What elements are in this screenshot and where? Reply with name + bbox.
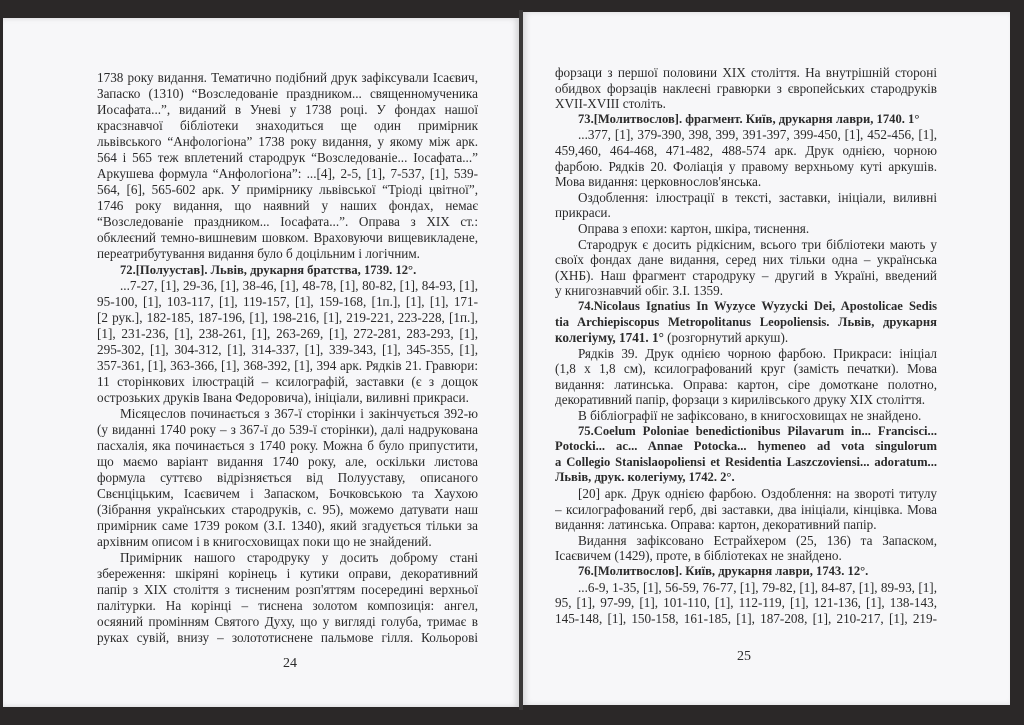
text-line: 357-361, [1], 363-366, [1], 368-392, [1], 394 арк. Рядків 21. Гравюри:	[97, 358, 478, 373]
text-line: 1746 року видання, що наявний у наших фондах, немає	[97, 198, 478, 213]
entry-heading-line: 74.Nicolaus Ignatius In Wyzyce Wyzycki Dei, Apostolicae Sedis	[578, 298, 937, 313]
text-line: – ксилографований герб, дві заставки, два ініціали, кінцівка. Мова	[555, 501, 937, 517]
left-page-text	[97, 70, 478, 646]
text-line: Місяцеслов починається з 367-ї сторінки і закінчується 392-ю	[120, 406, 478, 421]
text-line: Аркушева формула “Анфологіона”: ...[4], 2-5, [1], 7-537, [1], 539-	[97, 166, 478, 181]
text-line: Оздоблення: ілюстрації в тексті, заставки, ініціали, виливні	[578, 189, 937, 205]
text-line: обклеєний темно-вишневим шовком. Враховуючи вищевикладене,	[97, 230, 478, 245]
entry-heading-line: Львів, друк. колегіуму, 1742. 2°.	[555, 470, 735, 485]
text-line: ...7-27, [1], 29-36, [1], 38-46, [1], 48-78, [1], 80-82, [1], 84-93, [1],	[120, 278, 478, 293]
text-line: красзнавчої бібліотеки знаходиться ще один примірник	[97, 118, 478, 133]
text-line: [20] арк. Друк однією фарбою. Оздоблення: на звороті титулу	[578, 486, 937, 502]
entry-heading-line: 75.Coelum Poloniae benedictionibus Pilavarum in... Francisci...	[578, 423, 937, 438]
text-line: Видання зафіксовано Естрайхером (25, 136) та Запаском,	[578, 532, 937, 548]
text-line: у книгознавчий обіг. З.І. 1359.	[555, 283, 724, 299]
text-line: 1738 року видання. Тематично подібний друк зафіксували Ісаєвич,	[97, 70, 478, 85]
entry-heading-line: a Collegio Stanislaopoliensi et Residentia Laszczoviensi... adoratum...	[555, 454, 937, 469]
text-line: “Возследованіе праздником... Іосафата...”. Оправа з XIX ст.:	[97, 214, 478, 229]
page-number: 24	[283, 656, 297, 671]
text-line: (Зібрання українських стародруків, с. 95), можемо датувати наш	[97, 502, 478, 517]
text-line: XVII-XVIII століть.	[555, 96, 666, 112]
text-line: ...6-9, 1-35, [1], 56-59, 76-77, [1], 79-82, [1], 84-87, [1], 89-93, [1],	[578, 579, 937, 595]
text-line: Стародрук є досить рідкісним, всього три бібліотеки мають у	[578, 236, 937, 252]
text-line: [2 рук.], 182-185, 187-196, [1], 198-216, [1], 219-221, 223-228, [1п.],	[97, 310, 478, 325]
text-line: своїх фондах дане видання, серед них тільки одна – українська	[555, 252, 937, 268]
text-line: руках сувій, внизу – золототиснене пальмове гілля. Кольорові	[97, 630, 478, 645]
text-line: Ісаєвичем (1429), проте, в бібліотеках не знайдено.	[555, 548, 842, 564]
text-line: примірник саме 1739 роком (З.І. 1340), який згадується тільки за	[97, 518, 478, 533]
text-line: форзаци з першої половини XIX століття. На внутрішній стороні	[555, 65, 937, 80]
text-line: острозьких друків Івана Федоровича), ініціали, виливні прикраси.	[97, 390, 469, 405]
text-line: формула суттєво відрізняється від Полууставу, описаного	[97, 470, 478, 485]
text-line: видання: латинська. Оправа: картон, сіре домоткане полотно,	[555, 376, 937, 392]
page-number: 25	[737, 649, 751, 664]
text-line: обидвох форзаців наклеєні гравюрки з європейських стародруків	[555, 80, 937, 96]
text-line: Мова видання: церковнослов'янська.	[555, 174, 762, 190]
text-line: (у виданні 1740 року – з 367-ї до 539-ї сторінки), далі надрукована	[97, 422, 478, 437]
text-line: 564 і 565 теж вплетений стародрук “Возследованіе... Іосафата...”	[97, 150, 478, 165]
right-page-text	[555, 65, 937, 626]
text-line: Иосафата...”, виданий в Уневі у 1738 році. У фондах нашої	[97, 102, 478, 117]
text-line: (1,8 х 1,8 см), ксилографований круг (замість печатки). Мова	[555, 361, 937, 377]
text-line: прикраси.	[555, 205, 611, 221]
regular-text: (розгорнутий аркуш).	[663, 330, 789, 346]
text-line: [1], 231-236, [1], 238-261, [1], 263-269, [1], 272-281, 283-293, [1],	[97, 326, 478, 341]
text-line: 564, [6], 565-602 арк. У примірнику львівської “Тріоді цвітної”,	[97, 182, 478, 197]
entry-heading-line	[555, 330, 937, 346]
text-line: збереження: шкіряні корінець і кутики оправи, декоративний	[97, 566, 478, 581]
text-line: 459,460, 464-468, 471-482, 488-574 арк. Друк однією, чорною	[555, 142, 937, 158]
entry-heading-line: 72.[Полуустав]. Львів, друкарня братства, 1739. 12°.	[120, 263, 417, 277]
text-line: декоративний папір, форзаци з кирилівського друку XIX століття.	[555, 392, 926, 408]
text-line: В бібліографії не зафіксовано, в книгосховищах не знайдено.	[578, 408, 922, 424]
text-line: папір з XIX століття з тисненим розп'яттям посередині верхньої	[97, 582, 478, 597]
entry-heading-line: Potocki... ac... Annae Potocka... hymeneo ad vota singulorum	[555, 439, 937, 454]
entry-heading-line: 73.[Молитвослов]. фрагмент. Київ, друкарня лаври, 1740. 1°	[578, 111, 920, 126]
entry-heading-line: tia Archiepiscopus Metropolitanus Leopoliensis. Львів, друкарня	[555, 314, 937, 329]
text-line: ...377, [1], 379-390, 398, 399, 391-397, 399-450, [1], 452-456, [1],	[578, 127, 937, 143]
bold-text: колегіуму, 1741. 1°	[555, 330, 664, 346]
left-page	[3, 18, 519, 707]
text-line: видання: латинська. Оправа: картон, декоративний папір.	[555, 517, 877, 533]
text-line: переатрибутування видання було б доцільним і логічним.	[97, 246, 420, 261]
text-line: (ХНБ). Наш фрагмент стародруку – другий в Україні, введений	[555, 267, 937, 283]
text-line: 145-148, [1], 150-158, 161-185, [1], 187-208, [1], 210-217, [1], 219-	[555, 610, 937, 626]
entry-heading-line: 76.[Молитвослов]. Київ, друкарня лаври, 1743. 12°.	[578, 564, 869, 578]
text-line: 95-100, [1], 103-117, [1], 119-157, [1], 159-168, [1п.], [1], [1], 171-	[97, 294, 478, 309]
text-line: архівним описом і в книгосховищах поки що не знайдений.	[97, 534, 432, 549]
right-page	[523, 12, 1010, 705]
text-line: 95, [1], 97-99, [1], 101-110, [1], 112-119, [1], 121-136, [1], 138-143,	[555, 595, 937, 611]
text-line: палітурки. На корінці – тиснена золотом композиція: ангел,	[97, 598, 478, 613]
text-line: пасхалія, яка починається з 1740 року. Можна б було припустити,	[97, 438, 478, 453]
text-line: Примірник нашого стародруку у досить доброму стані	[120, 550, 478, 565]
text-line: фарбою. Рядків 20. Фоліація у правому верхньому куті аркушів.	[555, 158, 937, 174]
text-line: Рядків 39. Друк однією чорною фарбою. Прикраси: ініціал	[578, 345, 937, 361]
text-line: осяяний промінням Святого Духу, що у вигляді голуба, тримає в	[97, 614, 478, 629]
text-line: 295-302, [1], 304-312, [1], 314-337, [1], 339-343, [1], 345-355, [1],	[97, 342, 478, 357]
text-line: львівського “Анфологіона” 1738 року видання, у якому між арк.	[97, 134, 478, 149]
text-line: 11 сторінкових ілюстрацій – ксилографій, заставки (є з дощок	[97, 374, 478, 389]
text-line: Оправа з епохи: картон, шкіра, тиснення.	[578, 220, 810, 236]
text-line: Свєнціцьким, Ісаєвичем і Запаском, Бочковською та Хаухою	[97, 486, 478, 501]
text-line: що маємо варіант видання 1740 року, але, оскільки листова	[97, 454, 478, 469]
text-line: Запаско (1310) “Возследованіе праздником... священномученика	[97, 86, 478, 101]
